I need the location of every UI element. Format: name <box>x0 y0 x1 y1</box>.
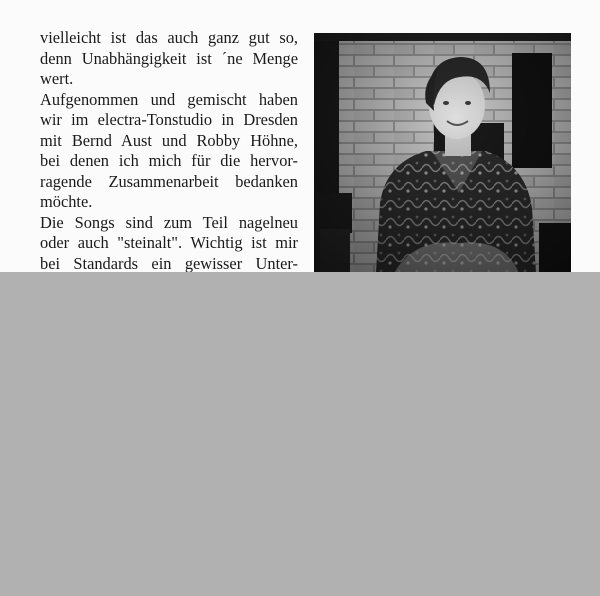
text-line: oder auch "steinalt". Wichtig ist mir <box>40 233 298 252</box>
text-line: bei Standards ein gewisser Unter- <box>40 253 298 273</box>
text-line: vielleicht ist das auch ganz gut so, <box>40 28 298 47</box>
text-line: bei denen ich mich für die hervor- <box>40 151 298 170</box>
text-line: Die Songs sind zum Teil nagelneu <box>40 212 298 232</box>
text-line: Aufgenommen und gemischt haben <box>40 89 298 109</box>
gray-overlay-block <box>0 272 600 596</box>
portrait-photo-graphic <box>314 33 571 273</box>
text-line: ragende Zusammenarbeit bedanken <box>40 171 298 191</box>
text-line: wir im electra-Tonstudio in Dresden <box>40 110 298 129</box>
text-line: wert. <box>40 69 74 88</box>
portrait-photo <box>314 33 571 273</box>
body-text-column <box>40 28 298 295</box>
text-line: mit Bernd Aust und Robby Höhne, <box>40 130 298 150</box>
text-line: möchte. <box>40 192 93 211</box>
text-line: denn Unabhängigkeit ist ´ne Menge <box>40 48 298 68</box>
